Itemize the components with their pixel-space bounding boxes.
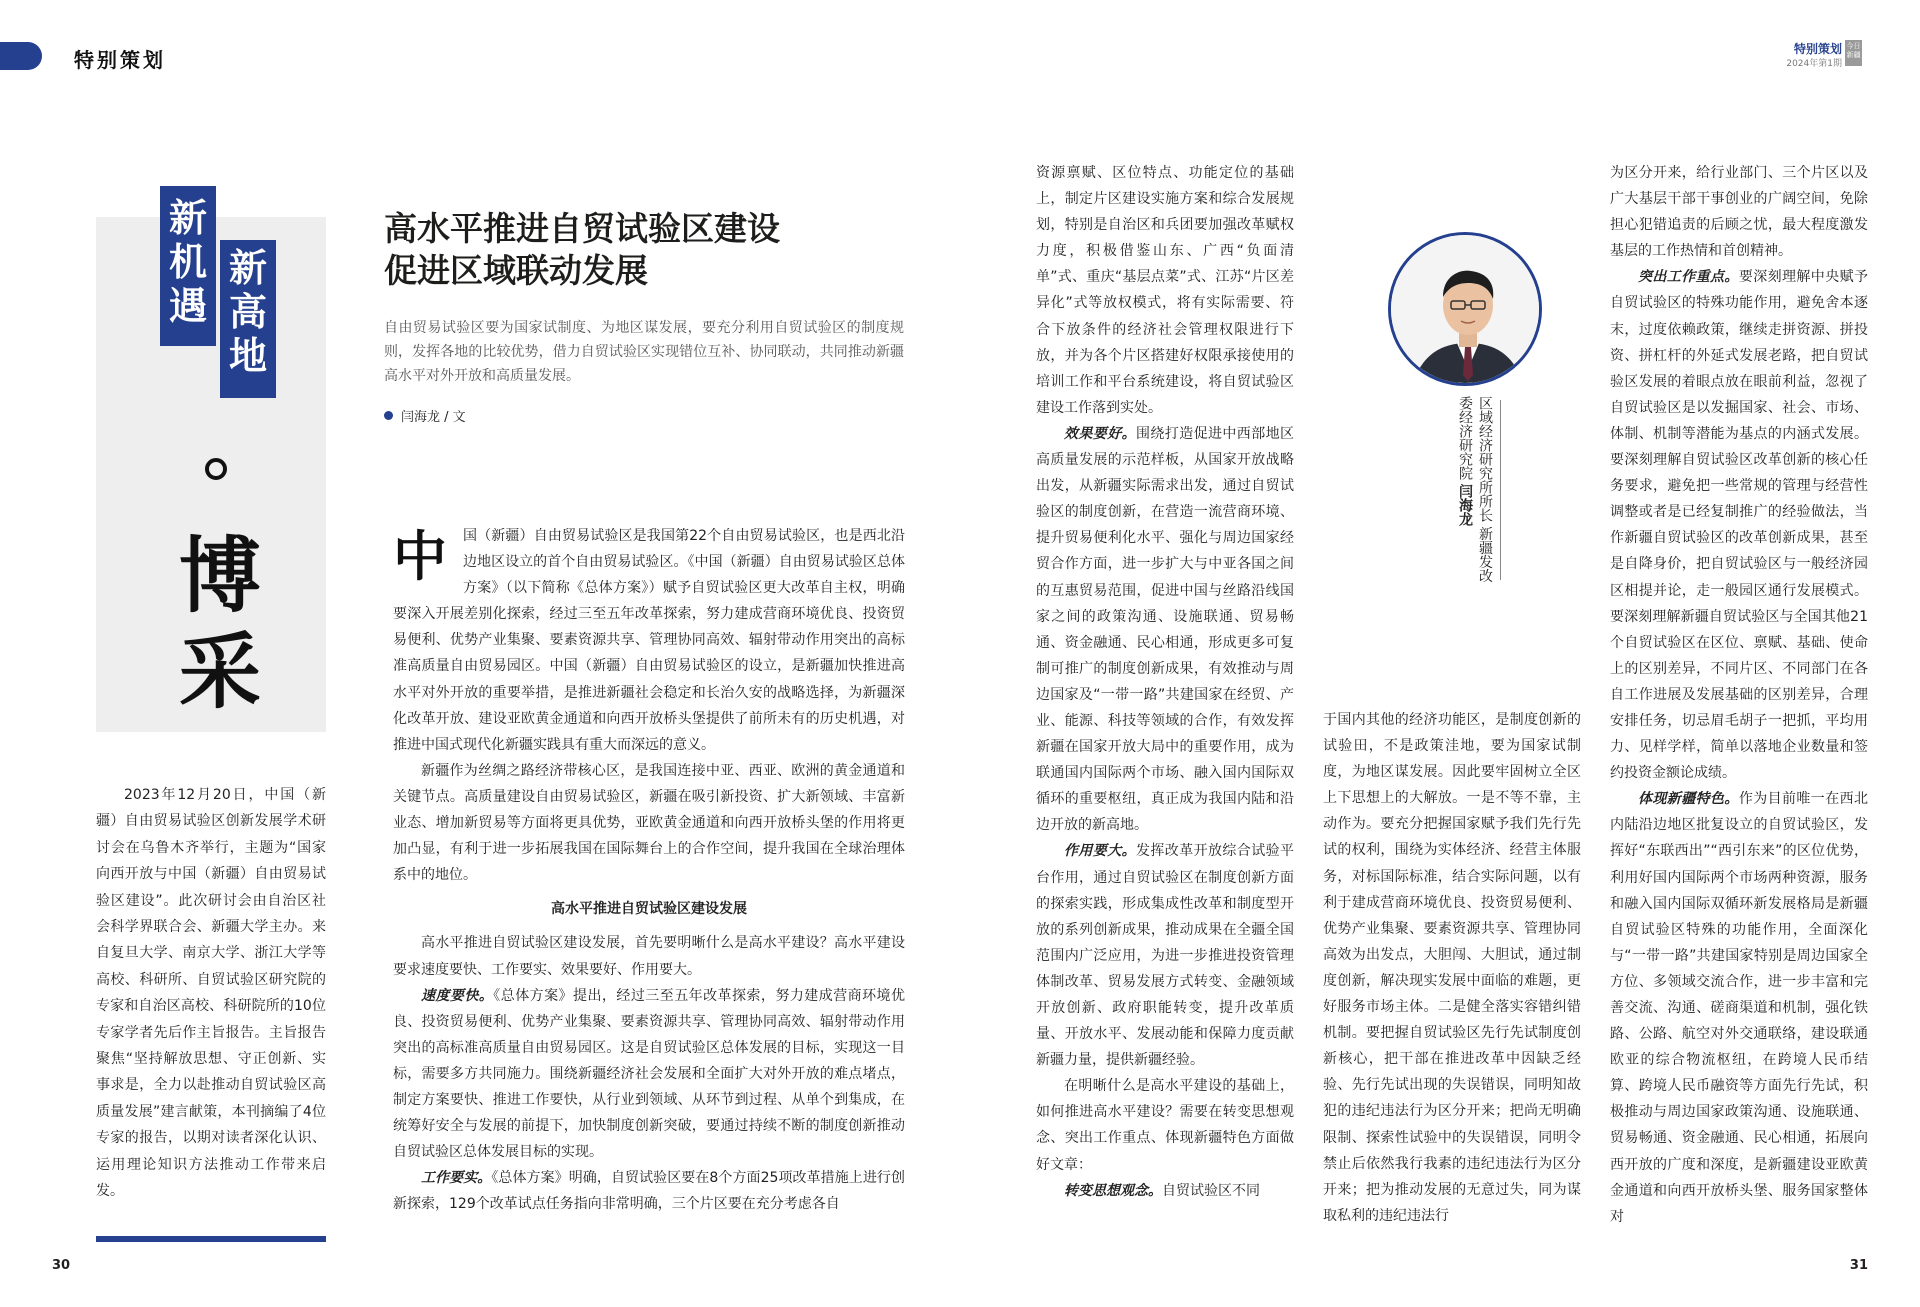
page-number-left: 30	[52, 1258, 71, 1273]
banner-new-highland: 新高地	[220, 240, 276, 398]
portrait-illustration	[1391, 235, 1542, 386]
banner-new-opportunity: 新机遇	[160, 186, 216, 346]
magazine-logo-badge: 今日新疆	[1845, 40, 1862, 66]
paragraph-label: 效果要好。	[1064, 425, 1136, 442]
title-line-2: 促进区域联动发展	[384, 251, 648, 290]
byline-dot-icon	[384, 411, 393, 420]
page-number-right: 31	[1849, 1258, 1868, 1273]
article-column-1	[393, 523, 905, 1217]
paragraph: 高水平推进自贸试验区建设发展，首先要明晰什么是高水平建设？高水平建设要求速度要快、工作要实、效果要好、作用要大。	[393, 935, 905, 978]
paragraph-label: 体现新疆特色。	[1638, 791, 1739, 808]
article-column-4	[1610, 160, 1868, 1230]
paragraph: 于国内其他的经济功能区，是制度创新的试验田，不是政策洼地，要为国家试制度，为地区谋发展。因此要牢固树立全区上下思想上的大解放。一是不等不靠，主动作为。要充分把握国家赋予我们先行先试的权利，围绕为实体经济、经营主体服务，对标国际标准，结合实际问题，以有利于建成营商环境优良、投资贸易便利、优势产业集聚、要素资源共享、管理协同高效为出发点，大胆闯、大胆试，通过制度创新，解决现实发展中面临的难题，更好服务市场主体。二是健全落实容错纠错机制。要把握自贸试验区先行先试制度创新核心，把干部在推进改革中因缺乏经验、先行先试出现的失误错误，同明知故犯的违纪违法行为区分开来；把尚无明确限制、探索性试验中的失误错误，同明令禁止后依然我行我素的违纪违法行为区分开来；把为推动发展的无意过失，同为谋取私利的违纪违法行	[1323, 712, 1581, 1224]
author-divider	[1500, 400, 1501, 580]
calligraphy-heading: 博采	[178, 528, 261, 720]
paragraph-label: 速度要快。	[421, 987, 494, 1004]
article-column-2	[1036, 160, 1294, 1204]
paragraph: 在明晰什么是高水平建设的基础上，如何推进高水平建设？需要在转变思想观念、突出工作重点、体现新疆特色方面做好文章：	[1036, 1078, 1294, 1173]
author-title: 区域经济研究所所长 新疆发改委经济研究院	[1457, 396, 1493, 583]
intro-bottom-bar	[96, 1236, 326, 1242]
section-title-left: 特别策划	[74, 48, 166, 72]
author-name: 闫海龙	[1457, 484, 1473, 527]
article-title	[384, 208, 944, 292]
circle-ornament	[205, 458, 227, 480]
paragraph: 体现新疆特色。作为目前唯一在西北内陆沿边地区批复设立的自贸试验区，发挥好“东联西出”“西引东来”的区位优势，利用好国内国际两个市场两种资源，服务和融入国内国际双循环新发展格局是新疆自贸试验区特殊的功能作用，全面深化与“一带一路”共建国家特别是周边国家全方位、多领域交流合作，进一步丰富和完善交流、沟通、磋商渠道和机制，强化铁路、公路、航空对外交通联络，建设联通欧亚的综合物流枢纽，在跨境人民币结算、跨境人民币融资等方面先行先试，积极推动与周边国家政策沟通、设施联通、贸易畅通、资金融通、民心相通，拓展向西开放的广度和深度，是新疆建设亚欧黄金通道和向西开放桥头堡、服务国家整体对	[1610, 791, 1869, 1225]
header-tab-marker	[0, 42, 42, 70]
byline	[384, 406, 466, 425]
drop-cap: 中	[393, 524, 447, 588]
paragraph: 工作要实。《总体方案》明确，自贸试验区要在8个方面25项改革措施上进行创新探索，129个改革试点任务指向非常明确，三个片区要在充分考虑各自	[393, 1170, 905, 1213]
paragraph: 突出工作重点。要深刻理解中央赋予自贸试验区的特殊功能作用，避免舍本逐末，过度依赖政策，继续走拼资源、拼投资、拼杠杆的外延式发展老路，把自贸试验区发展的着眼点放在眼前利益，忽视了自贸试验区是以发掘国家、社会、市场、体制、机制等潜能为基点的内涵式发展。要深刻理解自贸试验区改革创新的核心任务要求，避免把一些常规的管理与经营性调整或者是已经复制推广的经验做法，当作新疆自贸试验区的改革创新成果，甚至是自降身价，把自贸试验区与一般经济园区相提并论，走一般园区通行发展模式。要深刻理解新疆自贸试验区与全国其他21个自贸试验区在区位、禀赋、基础、使命上的区别差异，不同片区、不同部门在各自工作进展及发展基础的区别差异，合理安排任务，切忌眉毛胡子一把抓，平均用力、见样学样，简单以落地企业数量和签约投资金额论成绩。	[1610, 269, 1869, 782]
article-column-3	[1323, 707, 1581, 1229]
byline-text: 闫海龙 / 文	[401, 410, 466, 425]
paragraph: 转变思想观念。自贸试验区不同	[1064, 1182, 1260, 1199]
paragraph: 国（新疆）自由贸易试验区是我国第22个自由贸易试验区，也是西北沿边地区设立的首个自由贸易试验区。《中国（新疆）自由贸易试验区总体方案》（以下简称《总体方案》）赋予自贸试验区更大改革自主权，明确要深入开展差别化探索，经过三至五年改革探索，努力建成营商环境优良、投资贸易便利、优势产业集聚、要素资源共享、管理协同高效、辐射带动作用突出的高标准高质量自由贸易园区。中国（新疆）自由贸易试验区的设立，是新疆加快推进高水平对外开放的重要举措，是推进新疆社会稳定和长治久安的战略选择，为新疆深化改革开放、建设亚欧黄金通道和向西开放桥头堡提供了前所未有的历史机遇，对推进中国式现代化新疆实践具有重大而深远的意义。	[393, 528, 905, 753]
intro-paragraph: 2023年12月20日，中国（新疆）自由贸易试验区创新发展学术研讨会在乌鲁木齐举行，主题为“国家向西开放与中国（新疆）自由贸易试验区建设”。此次研讨会由自治区社会科学界联合会、新疆大学主办。来自复旦大学、南京大学、浙江大学等高校、科研所、自贸试验区研究院的专家和自治区高校、科研院所的10位专家学者先后作主旨报告。主旨报告聚焦“坚持解放思想、守正创新、实事求是，全力以赴推动自贸试验区高质量发展”建言献策，本刊摘编了4位专家的报告，以期对读者深化认识、运用理论知识方法推动工作带来启发。	[96, 787, 326, 1200]
paragraph-label: 工作要实。	[421, 1170, 492, 1187]
paragraph: 效果要好。围绕打造促进中西部地区高质量发展的示范样板，从国家开放战略出发，从新疆实际需求出发，通过自贸试验区的制度创新，在营造一流营商环境、提升贸易便利化水平、强化与周边国家经贸合作方面，进一步扩大与中亚各国之间的互惠贸易范围，促进中国与丝路沿线国家之间的政策沟通、设施联通、贸易畅通、资金融通、民心相通，形成更多可复制可推广的制度创新成果，有效推动与周边国家及“一带一路”共建国家在经贸、产业、能源、科技等领域的合作，有效发挥新疆在国家开放大局中的重要作用，成为联通国内国际两个市场、融入国内国际双循环的重要枢纽，真正成为我国内陆和沿边开放的新高地。	[1036, 425, 1294, 834]
paragraph: 资源禀赋、区位特点、功能定位的基础上，制定片区建设实施方案和综合发展规划，特别是自治区和兵团要加强改革赋权力度，积极借鉴山东、广西“负面清单”式、重庆“基层点菜”式、江苏“片区差异化”式等放权模式，将有实际需要、符合下放条件的经济社会管理权限进行下放，并为各个片区搭建好权限承接使用的培训工作和平台系统建设，将自贸试验区建设工作落到实处。	[1036, 165, 1294, 416]
section-title-right: 特别策划	[1793, 42, 1842, 56]
paragraph-label: 转变思想观念。	[1064, 1182, 1162, 1199]
title-line-1: 高水平推进自贸试验区建设	[384, 209, 780, 248]
paragraph: 作用要大。发挥改革开放综合试验平台作用，通过自贸试验区在制度创新方面的探索实践，形成集成性改革和制度型开放的系列创新成果，推动成果在全疆全国范围内广泛应用，为进一步推进投资管理体制改革、贸易发展方式转变、金融领域开放创新、政府职能转变，提升改革质量、开放水平、发展动能和保障力度贡献新疆力量，提供新疆经验。	[1036, 843, 1294, 1069]
author-portrait	[1388, 232, 1542, 386]
paragraph: 为区分开来，给行业部门、三个片区以及广大基层干部干事创业的广阔空间，免除担心犯错追责的后顾之忧，最大程度激发基层的工作热情和首创精神。	[1610, 165, 1868, 260]
issue-label: 2024年第1期	[1786, 59, 1842, 69]
paragraph: 新疆作为丝绸之路经济带核心区，是我国连接中亚、西亚、欧洲的黄金通道和关键节点。高质量建设自由贸易试验区，新疆在吸引新投资、扩大新领域、丰富新业态、增加新贸易等方面将更具优势，亚欧黄金通道和向西开放桥头堡的作用将更加凸显，有利于进一步拓展我国在国际舞台上的合作空间，提升我国在全球治理体系中的地位。	[393, 762, 905, 884]
paragraph: 速度要快。《总体方案》提出，经过三至五年改革探索，努力建成营商环境优良、投资贸易便利、优势产业集聚、要素资源共享、管理协同高效、辐射带动作用突出的高标准高质量自由贸易园区。这是自贸试验区总体发展的目标，实现这一目标，需要多方共同施力。围绕新疆经济社会发展和全面扩大对外开放的难点堵点，制定方案要快、推进工作要快，从行业到领域、从环节到过程、从单个到集成，在统筹好安全与发展的前提下，加快制度创新突破，要通过持续不断的制度创新推动自贸试验区总体发展目标的实现。	[393, 987, 906, 1161]
author-credit	[1455, 396, 1495, 596]
article-lead: 自由贸易试验区要为国家试制度、为地区谋发展，要充分利用自贸试验区的制度规则，发挥各地的比较优势，借力自贸试验区实现错位互补、协同联动，共同推动新疆高水平对外开放和高质量发展。	[384, 320, 904, 384]
section-subheading: 高水平推进自贸试验区建设发展	[551, 901, 747, 918]
paragraph-label: 作用要大。	[1064, 843, 1136, 860]
paragraph-label: 突出工作重点。	[1638, 269, 1739, 286]
